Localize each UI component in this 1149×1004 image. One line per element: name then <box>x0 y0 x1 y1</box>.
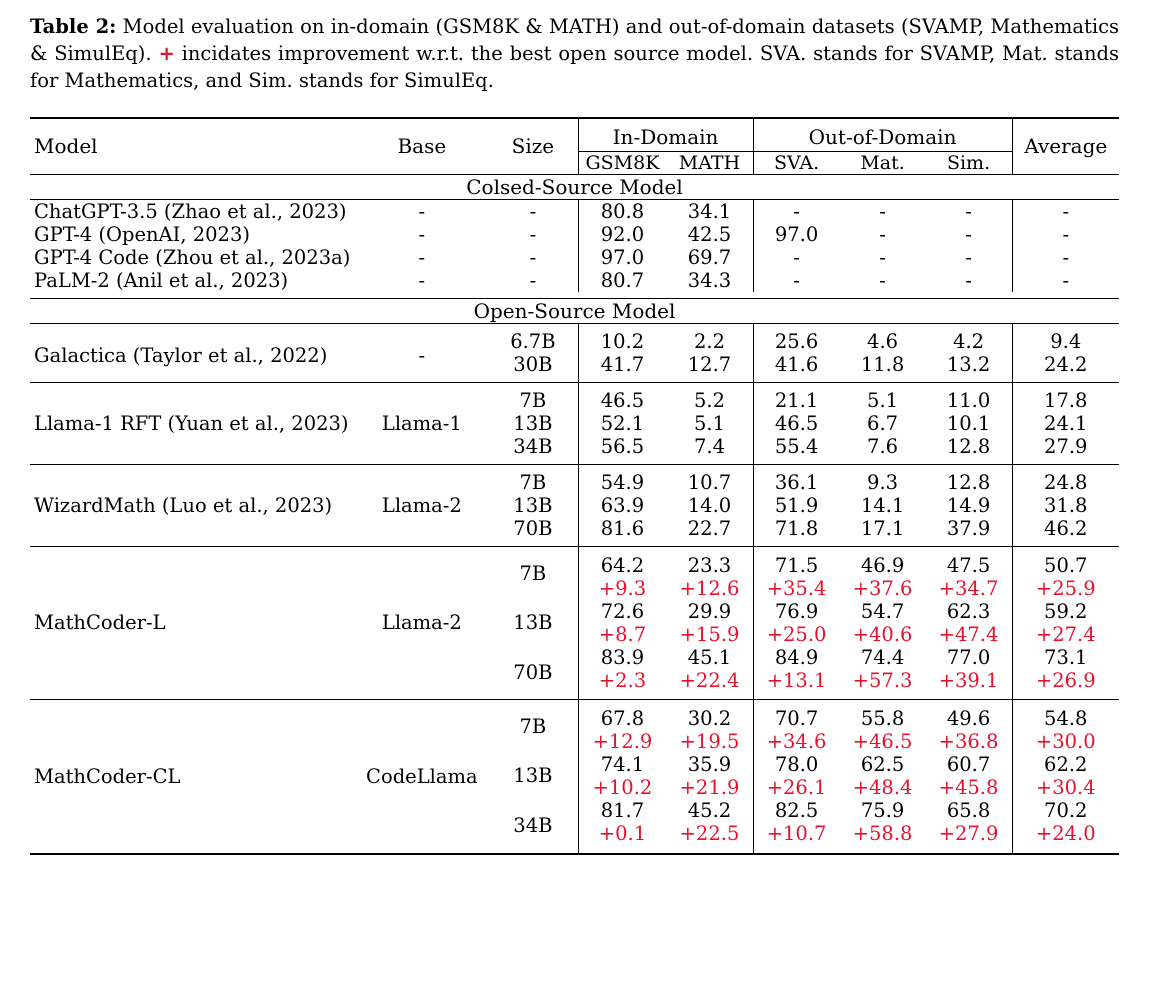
cell-model: PaLM-2 (Anil et al., 2023) <box>34 268 289 292</box>
cell-model: Galactica (Taylor et al., 2022) <box>34 344 328 368</box>
cell-average-delta: +27.4 <box>1012 623 1119 646</box>
cell-sim-delta: +36.8 <box>938 729 999 753</box>
cell-math-delta: +22.5 <box>679 821 740 845</box>
section-title-closed-source <box>30 174 1119 199</box>
caption-text-1: Model evaluation on in-domain (GSM8K & MATH) and out-of-domain datasets (SVAMP, Mathematics & SimulEq). <box>30 15 1119 65</box>
cell-gsm8k: 81.7 <box>578 799 666 822</box>
cell-average: 50.7 <box>1012 546 1119 577</box>
cell-size: 7B <box>519 561 547 585</box>
cell-size: 34B <box>513 434 553 458</box>
cell-average: 9.4 <box>1012 323 1119 353</box>
cell-gsm8k: 63.9 <box>578 494 666 517</box>
cell-size: 34B <box>513 814 553 838</box>
cell-average: 27.9 <box>1012 435 1119 464</box>
cell-math: 7.4 <box>693 434 725 458</box>
table-bottom-rule <box>30 853 1119 854</box>
cell-mat: 5.1 <box>867 388 899 412</box>
cell-math: 5.2 <box>693 388 725 412</box>
cell-math: 45.2 <box>687 798 732 822</box>
cell-mat-delta: +57.3 <box>852 668 913 692</box>
cell-sva: 36.1 <box>753 464 839 494</box>
cell-sim: 60.7 <box>946 752 991 776</box>
cell-average: 62.2 <box>1012 753 1119 776</box>
cell-base: Llama-2 <box>381 493 462 517</box>
cell-average-delta: +26.9 <box>1012 669 1119 699</box>
cell-sva: 84.9 <box>753 646 839 669</box>
cell-average-delta: +24.0 <box>1012 822 1119 853</box>
cell-mat: 46.9 <box>860 553 905 577</box>
cell-size: 30B <box>513 352 553 376</box>
cell-math-delta: +15.9 <box>679 622 740 646</box>
cell-average: - <box>1012 199 1119 223</box>
cell-gsm8k: 46.5 <box>578 382 666 412</box>
cell-size: - <box>529 222 537 246</box>
cell-gsm8k: 83.9 <box>578 646 666 669</box>
caption-plus-symbol: + <box>158 41 175 65</box>
header-size: Size <box>511 134 555 159</box>
table-row <box>30 323 1119 353</box>
cell-sva-delta: +26.1 <box>753 776 839 799</box>
cell-sim: 62.3 <box>946 599 991 623</box>
cell-average: - <box>1012 269 1119 292</box>
cell-average-delta: +30.0 <box>1012 730 1119 753</box>
cell-base: - <box>418 268 426 292</box>
cell-size: 7B <box>519 470 547 494</box>
cell-size: 13B <box>513 493 553 517</box>
cell-sva: 97.0 <box>753 223 839 246</box>
header-sim: Sim. <box>946 151 991 174</box>
cell-math: 29.9 <box>687 599 732 623</box>
cell-average: 31.8 <box>1012 494 1119 517</box>
table-row <box>30 464 1119 494</box>
cell-mat-delta: +46.5 <box>852 729 913 753</box>
cell-math: 22.7 <box>687 516 732 540</box>
cell-sva: 70.7 <box>753 699 839 730</box>
cell-sim: 4.2 <box>953 329 985 353</box>
cell-mat: 74.4 <box>860 645 905 669</box>
cell-size: 13B <box>513 611 553 635</box>
cell-sim: - <box>965 199 972 223</box>
cell-average: 46.2 <box>1012 517 1119 546</box>
cell-math: 23.3 <box>687 553 732 577</box>
cell-model: MathCoder-CL <box>34 764 181 788</box>
header-base: Base <box>397 134 447 159</box>
cell-average: 59.2 <box>1012 600 1119 623</box>
cell-gsm8k-delta: +9.3 <box>578 577 666 600</box>
cell-model: MathCoder-L <box>34 611 166 635</box>
cell-mat: 55.8 <box>860 706 905 730</box>
cell-sim: - <box>965 268 972 292</box>
cell-sim: 37.9 <box>946 516 991 540</box>
table-header-row-1 <box>30 119 1119 152</box>
table-caption <box>30 14 1119 95</box>
cell-sim: 11.0 <box>946 388 991 412</box>
cell-sva: 41.6 <box>753 353 839 382</box>
cell-math: 34.3 <box>687 268 732 292</box>
cell-gsm8k: 81.6 <box>578 517 666 546</box>
cell-math: 14.0 <box>687 493 732 517</box>
cell-sva: 51.9 <box>753 494 839 517</box>
cell-gsm8k: 72.6 <box>578 600 666 623</box>
cell-mat: 6.7 <box>867 411 899 435</box>
header-model: Model <box>34 134 98 159</box>
cell-sva: 55.4 <box>753 435 839 464</box>
cell-model: GPT-4 Code (Zhou et al., 2023a) <box>34 245 351 269</box>
cell-sim: 13.2 <box>946 352 991 376</box>
cell-gsm8k: 67.8 <box>578 699 666 730</box>
cell-sva: 25.6 <box>753 323 839 353</box>
cell-base: - <box>418 245 426 269</box>
cell-model: ChatGPT-3.5 (Zhao et al., 2023) <box>34 199 347 223</box>
cell-mat: 17.1 <box>860 516 905 540</box>
cell-sva: - <box>753 199 839 223</box>
cell-model: GPT-4 (OpenAI, 2023) <box>34 222 250 246</box>
cell-sim: - <box>965 222 972 246</box>
cell-base: - <box>418 222 426 246</box>
cell-average: 70.2 <box>1012 799 1119 822</box>
cell-sim-delta: +34.7 <box>938 576 999 600</box>
cell-average-delta: +30.4 <box>1012 776 1119 799</box>
cell-mat: 4.6 <box>867 329 899 353</box>
cell-model: WizardMath (Luo et al., 2023) <box>34 493 333 517</box>
header-mat: Mat. <box>860 151 905 174</box>
cell-gsm8k: 64.2 <box>578 546 666 577</box>
caption-text-2: incidates improvement w.r.t. the best open source model. SVA. stands for SVAMP, Mat. stands for Mathematics, and Sim. stands for SimulEq. <box>30 41 1119 92</box>
cell-sim: 47.5 <box>946 553 991 577</box>
cell-gsm8k: 10.2 <box>578 323 666 353</box>
cell-sva-delta: +34.6 <box>753 730 839 753</box>
evaluation-table <box>30 117 1119 855</box>
cell-sva-delta: +25.0 <box>753 623 839 646</box>
cell-gsm8k-delta: +12.9 <box>578 730 666 753</box>
cell-average: 17.8 <box>1012 382 1119 412</box>
header-gsm8k: GSM8K <box>578 151 666 174</box>
cell-mat-delta: +37.6 <box>852 576 913 600</box>
cell-average: 24.8 <box>1012 464 1119 494</box>
cell-average: - <box>1012 246 1119 269</box>
cell-size: 7B <box>519 388 547 412</box>
cell-math: 34.1 <box>687 199 732 223</box>
header-in-domain: In-Domain <box>578 119 753 152</box>
cell-sva-delta: +10.7 <box>753 822 839 853</box>
cell-gsm8k-delta: +2.3 <box>578 669 666 699</box>
table-row <box>30 382 1119 412</box>
cell-sim-delta: +39.1 <box>938 668 999 692</box>
cell-average: 54.8 <box>1012 699 1119 730</box>
cell-math-delta: +22.4 <box>679 668 740 692</box>
cell-mat: - <box>879 268 886 292</box>
cell-mat: 62.5 <box>860 752 905 776</box>
cell-size: - <box>529 199 537 223</box>
cell-sva: - <box>753 269 839 292</box>
cell-size: - <box>529 268 537 292</box>
cell-mat-delta: +48.4 <box>852 775 913 799</box>
cell-gsm8k: 80.7 <box>578 269 666 292</box>
cell-sim: 65.8 <box>946 798 991 822</box>
table-row <box>30 269 1119 292</box>
header-math: MATH <box>678 151 741 174</box>
cell-sim: 10.1 <box>946 411 991 435</box>
cell-mat: 9.3 <box>867 470 899 494</box>
table-row <box>30 699 1119 730</box>
cell-gsm8k: 52.1 <box>578 412 666 435</box>
caption-label: Table 2: <box>30 15 117 38</box>
cell-size: 13B <box>513 411 553 435</box>
cell-size: - <box>529 245 537 269</box>
header-out-of-domain: Out-of-Domain <box>753 119 1012 152</box>
cell-base: CodeLlama <box>366 764 478 788</box>
cell-math: 10.7 <box>687 470 732 494</box>
cell-gsm8k: 41.7 <box>578 353 666 382</box>
cell-sim: - <box>965 245 972 269</box>
cell-sva: 71.8 <box>753 517 839 546</box>
cell-math: 69.7 <box>687 245 732 269</box>
cell-base: - <box>418 344 426 368</box>
cell-sim: 12.8 <box>946 470 991 494</box>
cell-math-delta: +21.9 <box>679 775 740 799</box>
table-row <box>30 246 1119 269</box>
cell-math: 30.2 <box>687 706 732 730</box>
cell-sva-delta: +35.4 <box>753 577 839 600</box>
cell-sim: 49.6 <box>946 706 991 730</box>
cell-math: 12.7 <box>687 352 732 376</box>
cell-size: 13B <box>513 764 553 788</box>
cell-sva: 78.0 <box>753 753 839 776</box>
table-row <box>30 199 1119 223</box>
cell-mat: 11.8 <box>860 352 905 376</box>
cell-gsm8k: 80.8 <box>578 199 666 223</box>
cell-mat: 54.7 <box>860 599 905 623</box>
cell-sim-delta: +47.4 <box>938 622 999 646</box>
cell-gsm8k: 56.5 <box>578 435 666 464</box>
cell-gsm8k: 97.0 <box>578 246 666 269</box>
table-row <box>30 223 1119 246</box>
cell-sva: 82.5 <box>753 799 839 822</box>
cell-mat: - <box>879 199 886 223</box>
cell-model: Llama-1 RFT (Yuan et al., 2023) <box>34 411 349 435</box>
cell-sim: 14.9 <box>946 493 991 517</box>
cell-gsm8k-delta: +10.2 <box>578 776 666 799</box>
cell-math: 5.1 <box>693 411 725 435</box>
cell-mat: - <box>879 245 886 269</box>
cell-sva: 46.5 <box>753 412 839 435</box>
cell-mat-delta: +40.6 <box>852 622 913 646</box>
cell-base: Llama-2 <box>381 611 462 635</box>
cell-math: 35.9 <box>687 752 732 776</box>
cell-sim-delta: +27.9 <box>938 821 999 845</box>
cell-size: 6.7B <box>510 329 556 353</box>
cell-sva: 71.5 <box>753 546 839 577</box>
section-title-closed-source-label: Colsed-Source Model <box>466 174 683 199</box>
cell-average-delta: +25.9 <box>1012 577 1119 600</box>
cell-gsm8k: 92.0 <box>578 223 666 246</box>
cell-sva-delta: +13.1 <box>753 669 839 699</box>
section-title-open-source-label: Open-Source Model <box>473 298 676 323</box>
cell-sva: 76.9 <box>753 600 839 623</box>
cell-size: 7B <box>519 714 547 738</box>
cell-average: 24.1 <box>1012 412 1119 435</box>
header-average: Average <box>1012 119 1119 174</box>
cell-sim-delta: +45.8 <box>938 775 999 799</box>
cell-math: 45.1 <box>687 645 732 669</box>
cell-base: Llama-1 <box>381 411 462 435</box>
cell-sva: - <box>753 246 839 269</box>
cell-sim: 12.8 <box>946 434 991 458</box>
cell-gsm8k: 74.1 <box>578 753 666 776</box>
cell-size: 70B <box>513 660 553 684</box>
cell-sva: 21.1 <box>753 382 839 412</box>
table-row <box>30 546 1119 577</box>
cell-mat-delta: +58.8 <box>852 821 913 845</box>
cell-math: 42.5 <box>687 222 732 246</box>
cell-math-delta: +19.5 <box>679 729 740 753</box>
cell-average: 24.2 <box>1012 353 1119 382</box>
cell-average: 73.1 <box>1012 646 1119 669</box>
cell-average: - <box>1012 223 1119 246</box>
cell-base: - <box>418 199 426 223</box>
cell-mat: 75.9 <box>860 798 905 822</box>
cell-mat: 14.1 <box>860 493 905 517</box>
cell-gsm8k-delta: +8.7 <box>578 623 666 646</box>
header-sva: SVA. <box>753 151 839 174</box>
cell-mat: 7.6 <box>867 434 899 458</box>
cell-gsm8k-delta: +0.1 <box>578 822 666 853</box>
cell-math: 2.2 <box>693 329 725 353</box>
cell-math-delta: +12.6 <box>679 576 740 600</box>
cell-mat: - <box>879 222 886 246</box>
cell-sim: 77.0 <box>946 645 991 669</box>
section-title-open-source <box>30 298 1119 323</box>
cell-gsm8k: 54.9 <box>578 464 666 494</box>
cell-size: 70B <box>513 516 553 540</box>
